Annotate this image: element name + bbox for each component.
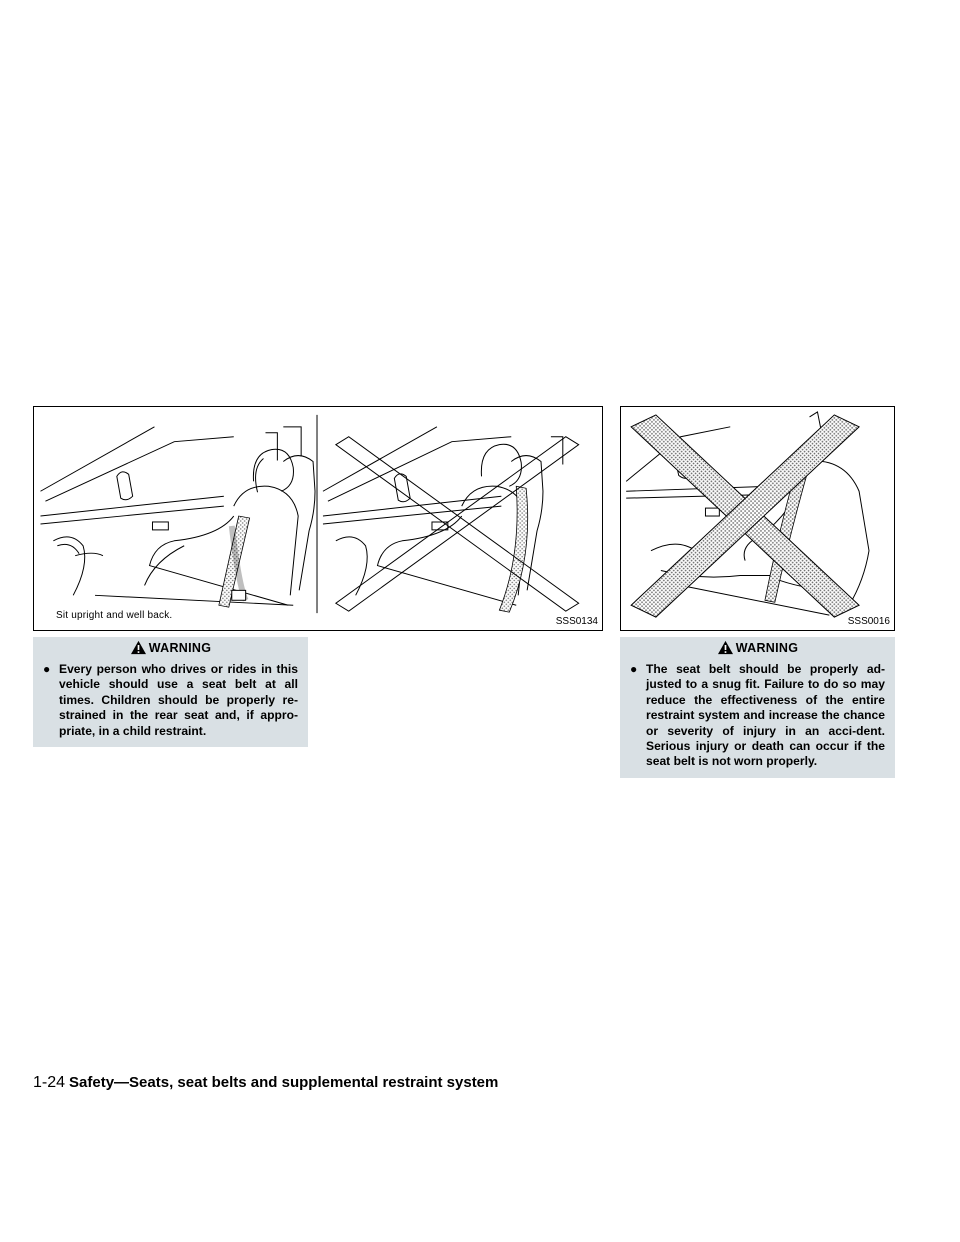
figure-caption: SSS0016 <box>847 616 890 627</box>
warning-header <box>43 637 298 658</box>
warning-triangle-icon <box>717 640 734 655</box>
seat-posture-illustration <box>34 407 602 630</box>
figure-inner-label: Sit upright and well back. <box>56 610 173 621</box>
child-belt-illustration <box>621 407 894 630</box>
warning-text: Every person who drives or rides in this vehicle should use a seat belt at all times. Children should be properly re-strained in the rear seat and, if appro-priate, in a child restraint. <box>59 662 298 738</box>
figure-caption: SSS0134 <box>555 616 598 627</box>
bullet-icon: ● <box>630 662 638 676</box>
section-title: Safety—Seats, seat belts and supplemental restraint system <box>69 1074 499 1091</box>
warning-title: WARNING <box>735 640 799 655</box>
warning-box-seat-belt-use <box>33 637 308 747</box>
warning-text: The seat belt should be properly ad-justed to a snug fit. Failure to do so may reduce the effectiveness of the entire restraint system and increase the chance or severity of injury in an acci-dent. Serious injury or death can occur if the seat belt is not worn properly. <box>646 662 885 769</box>
seat-posture-figure <box>33 406 603 631</box>
warning-list <box>43 662 298 739</box>
warning-box-belt-adjustment <box>620 637 895 778</box>
child-belt-figure <box>620 406 895 631</box>
warning-item <box>43 662 298 739</box>
warning-item <box>630 662 885 770</box>
warning-header <box>630 637 885 658</box>
warning-triangle-icon <box>130 640 147 655</box>
warning-title: WARNING <box>148 640 212 655</box>
warning-list <box>630 662 885 770</box>
page-footer <box>33 1074 498 1092</box>
page-number: 1-24 <box>33 1074 66 1091</box>
bullet-icon: ● <box>43 662 51 676</box>
